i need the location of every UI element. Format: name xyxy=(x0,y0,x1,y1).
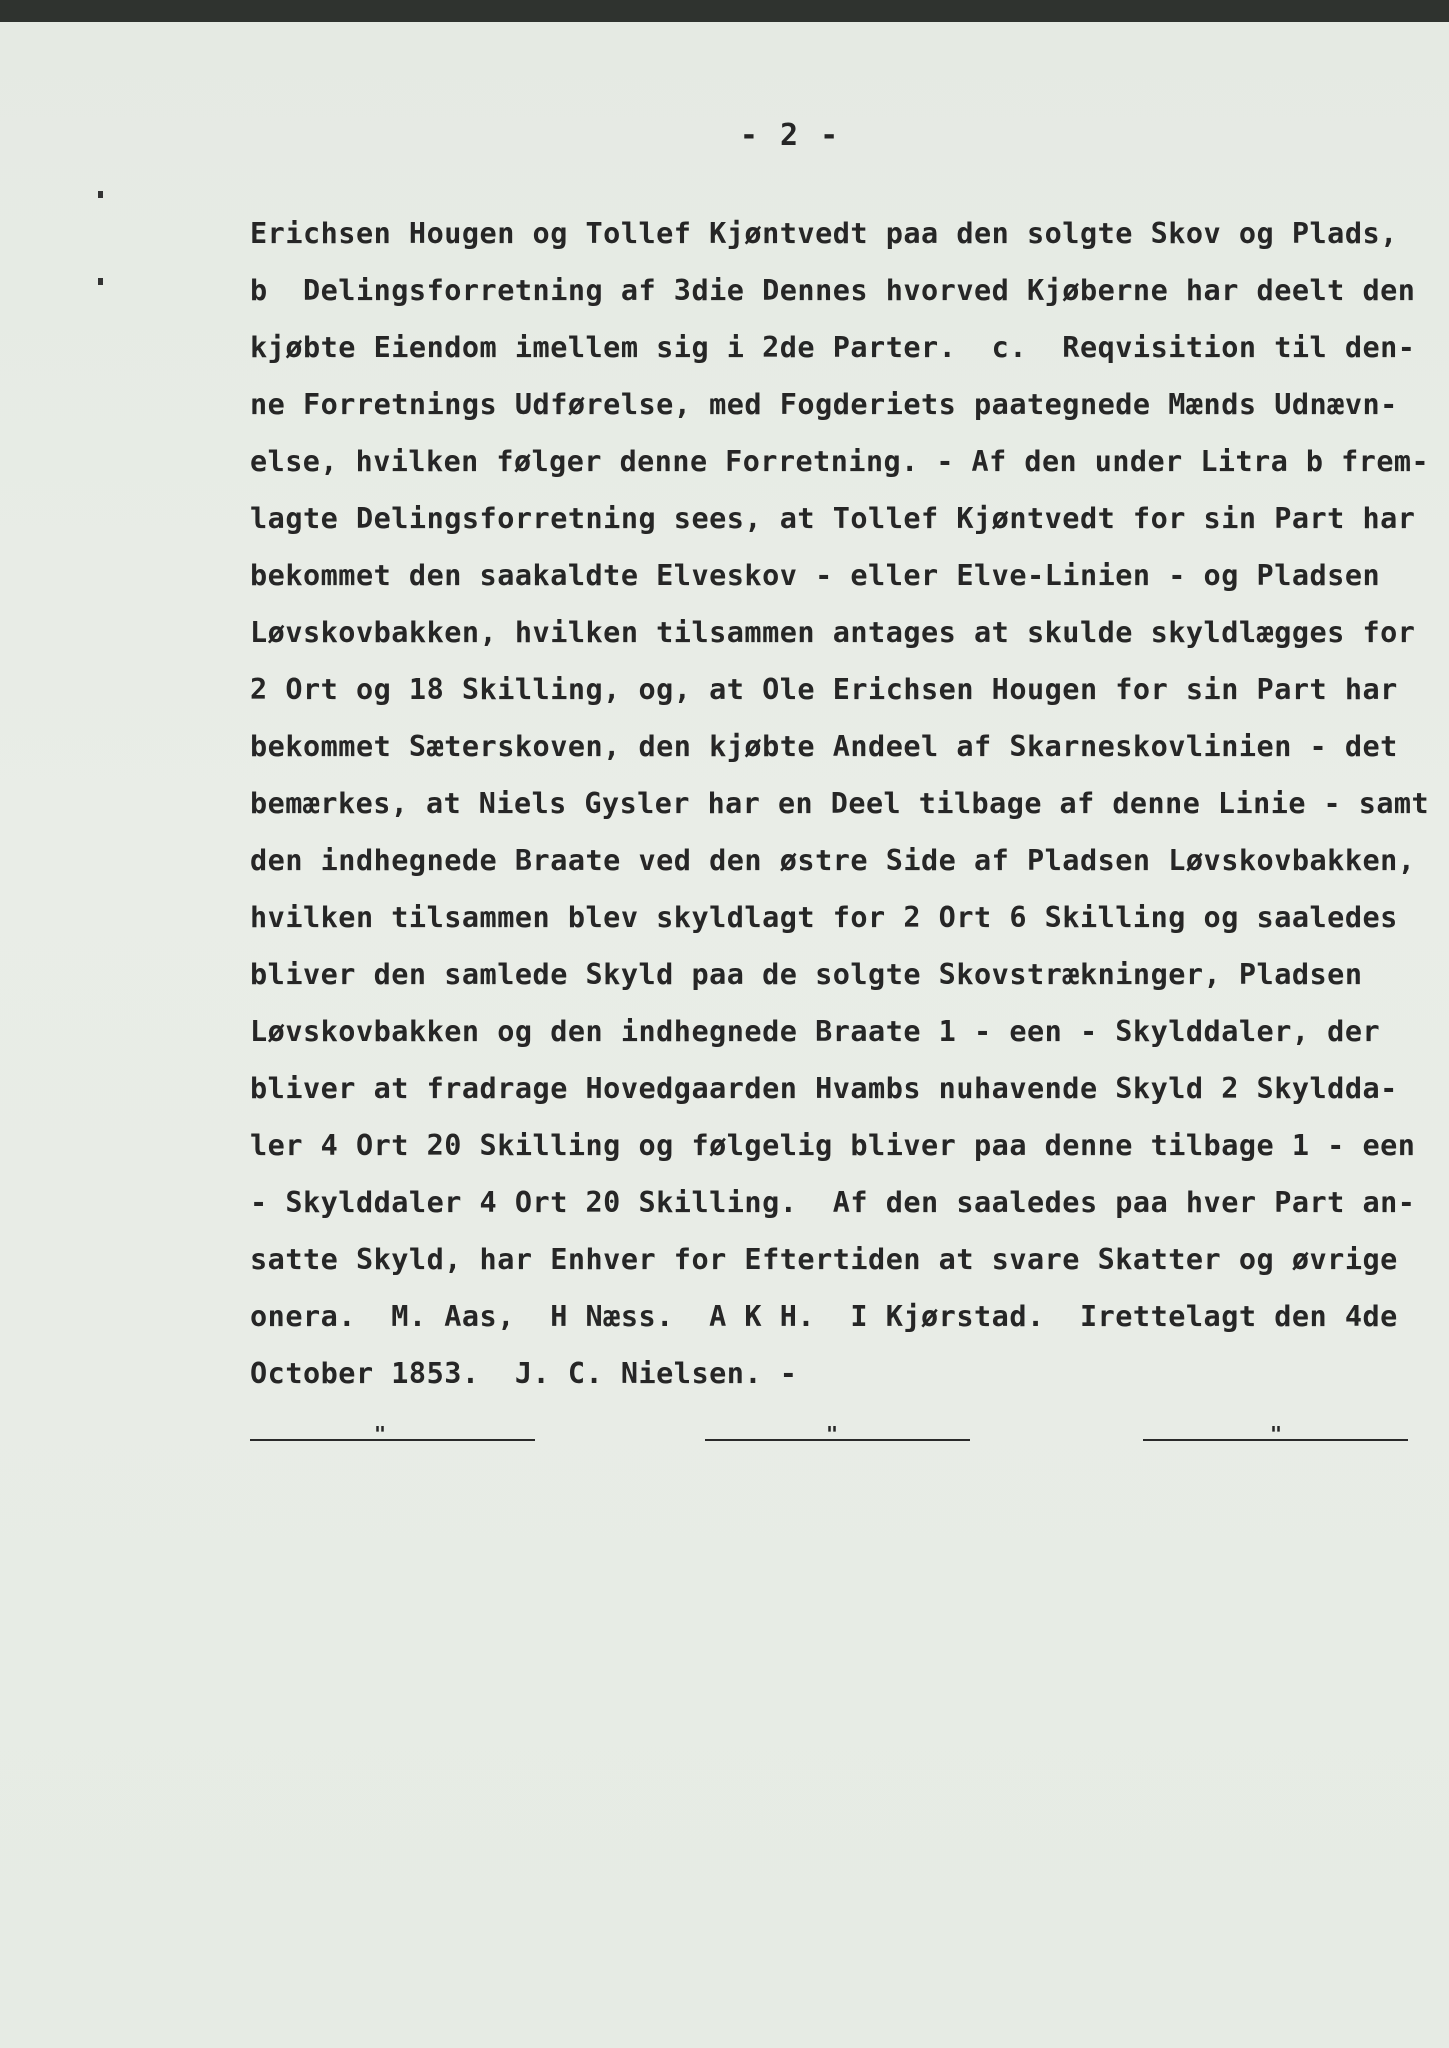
ditto-mark: " xyxy=(1270,1422,1283,1446)
body-line: b Delingsforretning af 3die Dennes hvorved Kjøberne har deelt den xyxy=(250,274,1416,307)
document-page xyxy=(0,22,1449,2048)
body-line: bekommet Sæterskoven, den kjøbte Andeel af Skarneskovlinien - det xyxy=(250,730,1398,763)
scan-top-border xyxy=(0,0,1449,22)
ditto-mark: " xyxy=(826,1422,839,1446)
body-line: ne Forretnings Udførelse, med Fogderiets paategnede Mænds Udnævn- xyxy=(250,388,1398,421)
body-line: ler 4 Ort 20 Skilling og følgelig bliver paa denne tilbage 1 - een xyxy=(250,1129,1416,1162)
body-line: Løvskovbakken og den indhegnede Braate 1 - een - Skylddaler, der xyxy=(250,1015,1381,1048)
body-line: hvilken tilsammen blev skyldlagt for 2 Ort 6 Skilling og saaledes xyxy=(250,901,1398,934)
body-line: satte Skyld, har Enhver for Eftertiden at svare Skatter og øvrige xyxy=(250,1243,1398,1276)
page-number: - 2 - xyxy=(739,118,841,153)
body-line: 2 Ort og 18 Skilling, og, at Ole Erichsen Hougen for sin Part har xyxy=(250,673,1398,706)
body-line: else, hvilken følger denne Forretning. - Af den under Litra b frem- xyxy=(250,445,1430,478)
margin-mark xyxy=(98,191,103,198)
margin-mark xyxy=(98,278,103,285)
body-line: lagte Delingsforretning sees, at Tollef Kjøntvedt for sin Part har xyxy=(250,502,1416,535)
body-line: bliver at fradrage Hovedgaarden Hvambs nuhavende Skyld 2 Skyldda- xyxy=(250,1072,1398,1105)
body-line: onera. M. Aas, H Næss. A K H. I Kjørstad. Irettelagt den 4de xyxy=(250,1300,1398,1333)
ditto-mark: " xyxy=(374,1422,387,1446)
body-line: bliver den samlede Skyld paa de solgte Skovstrækninger, Pladsen xyxy=(250,958,1363,991)
body-line: Løvskovbakken, hvilken tilsammen antages at skulde skyldlægges for xyxy=(250,616,1416,649)
divider-rule xyxy=(250,1439,535,1441)
body-line: bemærkes, at Niels Gysler har en Deel tilbage af denne Linie - samt xyxy=(250,787,1430,820)
body-line: kjøbte Eiendom imellem sig i 2de Parter. c. Reqvisition til den- xyxy=(250,331,1416,364)
body-line: - Skylddaler 4 Ort 20 Skilling. Af den saaledes paa hver Part an- xyxy=(250,1186,1416,1219)
body-line: October 1853. J. C. Nielsen. - xyxy=(250,1357,798,1390)
body-line: bekommet den saakaldte Elveskov - eller Elve-Linien - og Pladsen xyxy=(250,559,1381,592)
body-line: Erichsen Hougen og Tollef Kjøntvedt paa den solgte Skov og Plads, xyxy=(250,217,1398,250)
body-line: den indhegnede Braate ved den østre Side af Pladsen Løvskovbakken, xyxy=(250,844,1416,877)
